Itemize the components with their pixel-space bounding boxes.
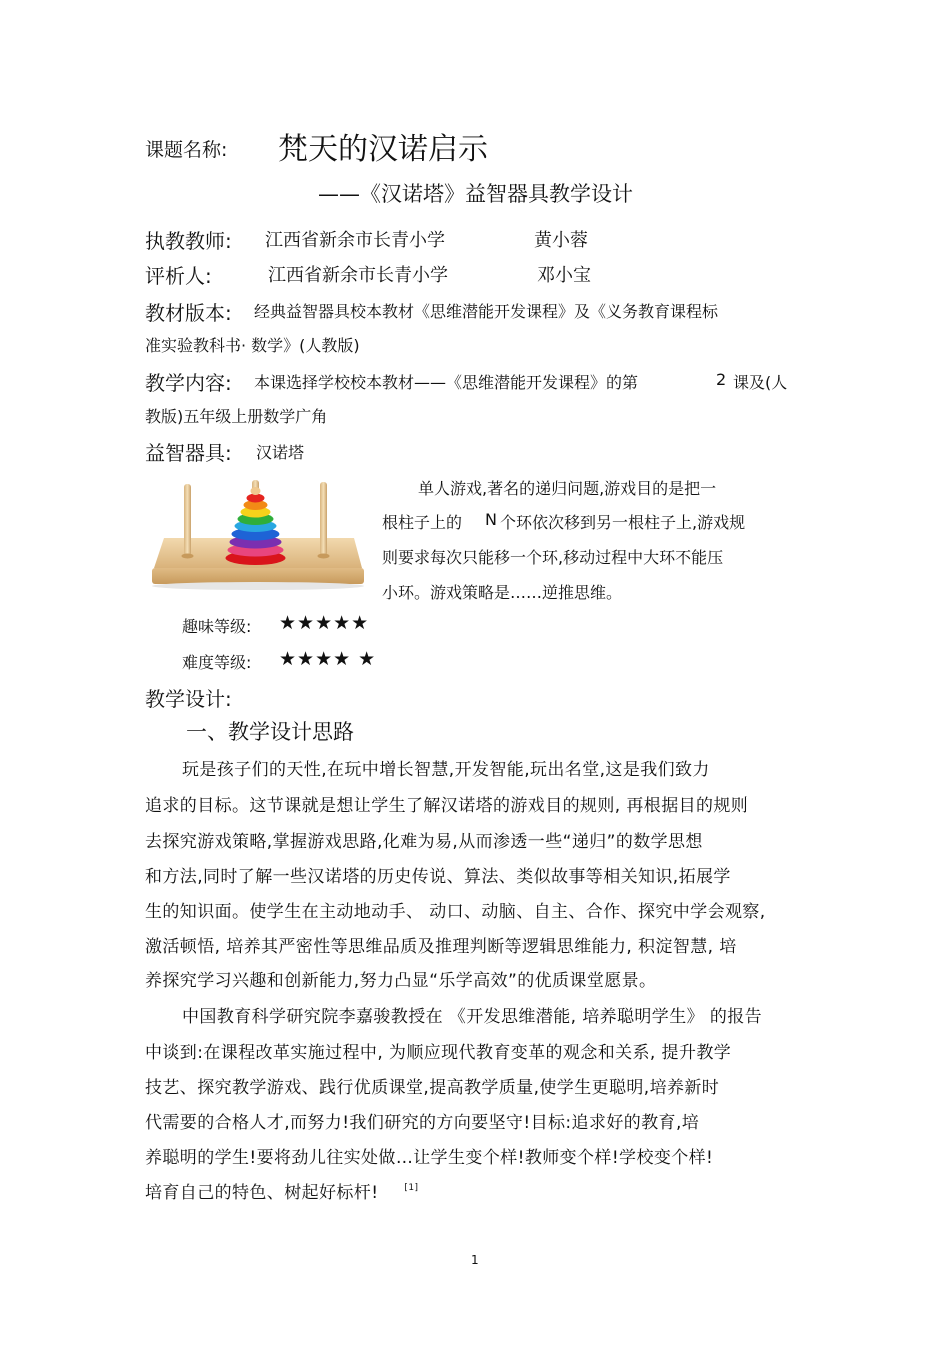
content-line1-end: 课及(人 (733, 373, 788, 392)
fun-level-label: 趣味等级: (182, 617, 252, 636)
para2-line: 代需要的合格人才,而努力!我们研究的方向要坚守!目标:追求好的教育,培 (145, 1113, 700, 1133)
para2-line: 技艺、探究教学游戏、践行优质课堂,提高教学质量,使学生更聪明,培养新时 (145, 1078, 720, 1098)
para1-line: 养探究学习兴趣和创新能力,努力凸显“乐学高效”的优质课堂愿景。 (145, 971, 657, 991)
tool-label: 益智器具: (145, 441, 232, 465)
tool-desc-line2a: 根柱子上的 (382, 513, 463, 532)
design-heading: 教学设计: (145, 687, 232, 711)
para2-line: 中谈到:在课程改革实施过程中, 为顺应现代教育变革的观念和关系, 提升教学 (145, 1043, 732, 1063)
tool-desc-line2n: N (485, 510, 497, 529)
textbook-line2: 准实验教科书· 数学》(人教版) (145, 336, 360, 355)
para2-last-line (145, 1178, 418, 1203)
section1-heading: 一、教学设计思路 (186, 720, 354, 744)
textbook-line1: 经典益智器具校本教材《思维潜能开发课程》及《义务教育课程标 (254, 302, 719, 321)
teacher-name: 黄小蓉 (534, 230, 588, 251)
tool-desc-line1: 单人游戏,著名的递归问题,游戏目的是把一 (418, 479, 717, 498)
difficulty-level-stars: ★★★★ ★ (279, 648, 377, 670)
para1-line: 去探究游戏策略,掌握游戏思路,化难为易,从而渗透一些“递归”的数学思想 (145, 832, 703, 852)
teacher-school: 江西省新余市长青小学 (265, 230, 445, 251)
citation-marker: [1] (404, 1183, 419, 1193)
content-lesson-number: 2 (716, 370, 727, 389)
fun-level-stars: ★★★★★ (279, 612, 370, 634)
reviewer-name: 邓小宝 (537, 265, 591, 286)
hanoi-tower-image (148, 476, 368, 591)
para2-line: 中国教育科学研究院李嘉骏教授在 《开发思维潜能, 培养聪明学生》 的报告 (182, 1007, 763, 1027)
tool-name: 汉诺塔 (256, 443, 305, 462)
difficulty-level-label: 难度等级: (182, 653, 252, 672)
para1-line: 和方法,同时了解一些汉诺塔的历史传说、算法、类似故事等相关知识,拓展学 (145, 867, 731, 887)
para1-line: 生的知识面。使学生在主动地动手、 动口、动脑、自主、合作、探究中学会观察, (145, 902, 766, 922)
content-line1: 本课选择学校校本教材——《思维潜能开发课程》的第 (254, 373, 639, 392)
tool-desc-line3: 则要求每次只能移一个环,移动过程中大环不能压 (382, 548, 724, 567)
para2-line: 养聪明的学生!要将劲儿往实处做…让学生变个样!教师变个样!学校变个样! (145, 1148, 714, 1168)
textbook-label: 教材版本: (145, 301, 232, 325)
content-line2: 教版)五年级上册数学广角 (145, 407, 328, 426)
title-label: 课题名称: (145, 139, 228, 161)
teacher-label: 执教教师: (145, 229, 232, 253)
page-number: 1 (471, 1253, 479, 1267)
content-label: 教学内容: (145, 371, 232, 395)
page-title: 梵天的汉诺启示 (278, 132, 488, 167)
para1-line: 玩是孩子们的天性,在玩中增长智慧,开发智能,玩出名堂,这是我们致力 (182, 760, 710, 780)
page-subtitle: ——《汉诺塔》益智器具教学设计 (318, 182, 633, 206)
reviewer-label: 评析人: (145, 264, 212, 288)
para2-last-text: 培育自己的特色、树起好标杆! (145, 1183, 379, 1203)
para1-line: 追求的目标。这节课就是想让学生了解汉诺塔的游戏目的规则, 再根据目的规则 (145, 796, 749, 816)
tool-desc-line4: 小环。游戏策略是……逆推思维。 (382, 583, 623, 602)
reviewer-school: 江西省新余市长青小学 (268, 265, 448, 286)
para1-line: 激活顿悟, 培养其严密性等思维品质及推理判断等逻辑思维能力, 积淀智慧, 培 (145, 937, 737, 957)
tool-desc-line2b: 个环依次移到另一根柱子上,游戏规 (500, 513, 746, 532)
